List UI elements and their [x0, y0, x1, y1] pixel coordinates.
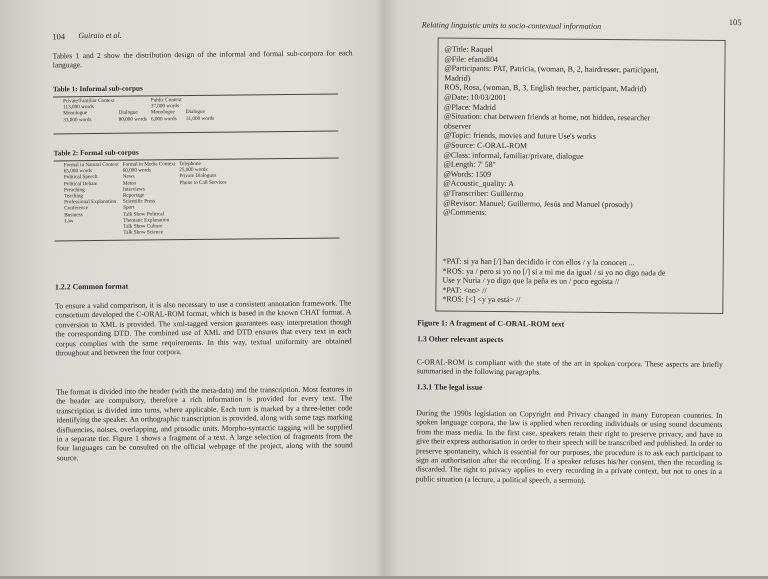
table2-caption: Table 2: Formal sub-corpus	[53, 148, 139, 158]
table-cell: Reportage	[122, 192, 145, 199]
common-format-paragraph-1: To ensure a valid comparison, it is also necessary to use a consistent annotation framework. The consortium developed the C-ORAL-ROM format, which is based in the known CHAT format. A conversion to XML is provided. The xml-tagged version guarantees easy interpretation though the corresponding DTD. The combined use of XML and DTD ensures that every text in each corpus complies with the same requirements. In this way, textual uniformity are obtained throughout and between the four corpora.	[55, 298, 352, 358]
table-cell: Formal in Natural Context	[63, 161, 119, 169]
text-line: @Acoustic_quality: A	[443, 178, 515, 189]
page-number-left: 104	[52, 31, 66, 42]
table-cell: Political Speech	[63, 174, 98, 181]
running-head-left: Guiraio et al.	[78, 30, 122, 41]
text-line: *PAT: si ya han [/] han decidido ir con ellos / y la conocen ...	[442, 256, 635, 268]
text-line: @Title: Raquel	[444, 44, 494, 54]
table-cell: Private Dialogues	[179, 173, 217, 180]
table-cell: 33,000 words	[63, 116, 92, 123]
text-line: @Revisor: Manuel; Guillermo, Jesús and Manuel (prosody)	[443, 198, 633, 209]
table-cell: 80,000 words	[118, 116, 147, 123]
text-line: @Comments:	[443, 207, 487, 217]
text-line: @Source: C-ORAL-ROM	[443, 140, 528, 151]
text-line: @Participants: PAT, Patricia, (woman, B, 2, hairdresser, participant,	[444, 63, 659, 75]
text-line: Madrid)	[444, 73, 471, 83]
text-line: @Transcriber: Guillermo	[443, 188, 524, 199]
table-cell: 37,000 words	[150, 103, 180, 110]
table-cell: 6,000 words	[150, 115, 177, 123]
figure-transcript-lines	[442, 257, 665, 307]
table-cell: Dialogue	[118, 109, 138, 117]
table-cell: Thematic Explanation	[123, 217, 170, 224]
formal-subcorpus-table	[64, 161, 231, 237]
figure-1-box	[435, 37, 725, 314]
text-line: @Class: informal, familiar/private, dialogue	[443, 150, 584, 161]
table-cell: Conference	[64, 205, 89, 212]
table-cell: Professional Explanation	[64, 199, 117, 206]
legal-issue-paragraph: During the 1990s legislation on Copyright and Privacy changed in many European countries. In spoken language corpora, the law is applied when recording individuals or using sound documents from the mass media. In the first case, speakers retain their right to preserve privacy, and have to give their express authorisation in order to their speech will be transcribed and published. In order to preserve spontaneity, which is essential for our purposes, the procedure is to ask each participant to sign an authorisation after the recording. If a speaker refuses his/her consent, then the recording is discarded. The right to privacy applies to every recording in a private context, but not to ones in a public situation (a lecture, a political speech, a sermon).	[415, 408, 723, 485]
table-cell	[64, 230, 123, 237]
text-line: observer	[443, 121, 472, 131]
table-cell: Talk Show Culture	[123, 223, 163, 230]
table-cell: Formal in Media Context	[122, 161, 176, 168]
text-line: @Place: Madrid	[444, 102, 496, 112]
text-line: @File: efamdl04	[444, 54, 499, 64]
table-cell: Phone to Call Services	[179, 179, 227, 186]
table-cell: Private/Familiar Context	[63, 97, 115, 105]
table-cell: News	[122, 174, 135, 181]
intro-paragraph: Tables 1 and 2 show the distribution design of the informal and formal sub-corpora for each language.	[52, 48, 353, 70]
table-cell: Telephone	[179, 160, 201, 168]
table-cell: Talk Show Science	[123, 229, 164, 236]
table-cell: Preaching	[63, 186, 85, 194]
text-line: *PAT: <no> //	[442, 285, 487, 295]
table-cell: Talk Show Political	[123, 210, 165, 218]
table-cell: Political Debate	[63, 180, 98, 187]
text-line: @Situation: chat between friends at home, not hidden, researcher	[443, 111, 651, 123]
table-cell: Scientific Press	[122, 198, 156, 205]
table-cell: 31,000 words	[185, 115, 215, 122]
section-heading-other-aspects: 1.3 Other relevant aspects	[417, 334, 504, 345]
figure-header-lines	[443, 45, 659, 220]
page-number-right: 105	[728, 17, 742, 28]
table-cell: Business	[64, 211, 83, 218]
common-format-paragraph-2: The format is divided into the header (with the meta-data) and the transcription. Most features in the header are compulsory, therefore a rich information is provided for every text. The transcription is divided into turns, where applicable. Each turn is marked by a three-letter code identifying the speaker. An orthographic transcription is provided, along with some tags marking disfluencies, noises, overlapping, and prosodic units. Morpho-syntactic tagging will be supplied in a separate tier. Figure 1 shows a fragment of a text. A large selection of fragments from the four languages can be consulted on the official webpage of the project, along with the sound source.	[56, 384, 353, 463]
text-line: ROS, Rosa, (woman, B, 3, English teacher, participant, Madrid)	[444, 82, 647, 94]
figure-1-caption: Figure 1: A fragment of C-ORAL-ROM text	[417, 318, 565, 329]
text-line: @Date: 10/03/2001	[444, 92, 507, 103]
table-cell: Public Context	[150, 97, 182, 104]
text-line: *ROS: [<] <y ya está> //	[442, 294, 521, 305]
table-row	[63, 115, 218, 123]
table-cell: Dialogue	[185, 109, 205, 116]
table-cell: Meteo	[122, 180, 137, 187]
text-line: @Words: 1509	[443, 169, 492, 179]
table-cell: Interviews	[122, 186, 145, 193]
table-cell: 65,000 words	[63, 168, 93, 175]
section-heading-common-format: 1.2.2 Common format	[54, 281, 129, 292]
running-head-right: Relating linguistic units to socio-contextual information	[421, 20, 602, 31]
table-cell: Law	[64, 218, 74, 225]
table2-bottom-rule	[55, 237, 340, 241]
text-line: Use y Nuria / yo digo que la peña es un / poco egoísta //	[442, 275, 620, 287]
table-cell: Monologue	[63, 110, 88, 117]
text-line: @Topic: friends, movies and future Use's works	[443, 130, 596, 142]
right-page	[379, 0, 768, 579]
text-line: *ROS: ya / pero si yo no [/] si a mi me da igual / si yo no digo nada de	[442, 266, 666, 278]
table1-caption: Table 1: Informal sub-corpus	[52, 84, 143, 94]
text-line: @Length: 7' 58"	[443, 159, 496, 170]
table-cell: 113,000 words	[63, 104, 94, 111]
other-aspects-paragraph: C-ORAL-ROM is compliant with the state of the art in spoken corpora. These aspects are briefly summarised in the following paragraphs.	[416, 357, 723, 377]
section-heading-legal-issue: 1.3.1 The legal issue	[416, 382, 483, 392]
table-row	[64, 229, 231, 237]
table-cell: Teaching	[64, 193, 84, 200]
table-cell	[180, 229, 231, 236]
table-cell: 25,000 words	[179, 167, 208, 174]
table-cell: Sport	[123, 205, 135, 212]
table-cell: Monologue	[150, 109, 175, 116]
informal-subcorpus-table	[63, 97, 218, 123]
table1-bottom-rule	[53, 130, 338, 134]
table-cell: 60,000 words	[122, 167, 151, 174]
